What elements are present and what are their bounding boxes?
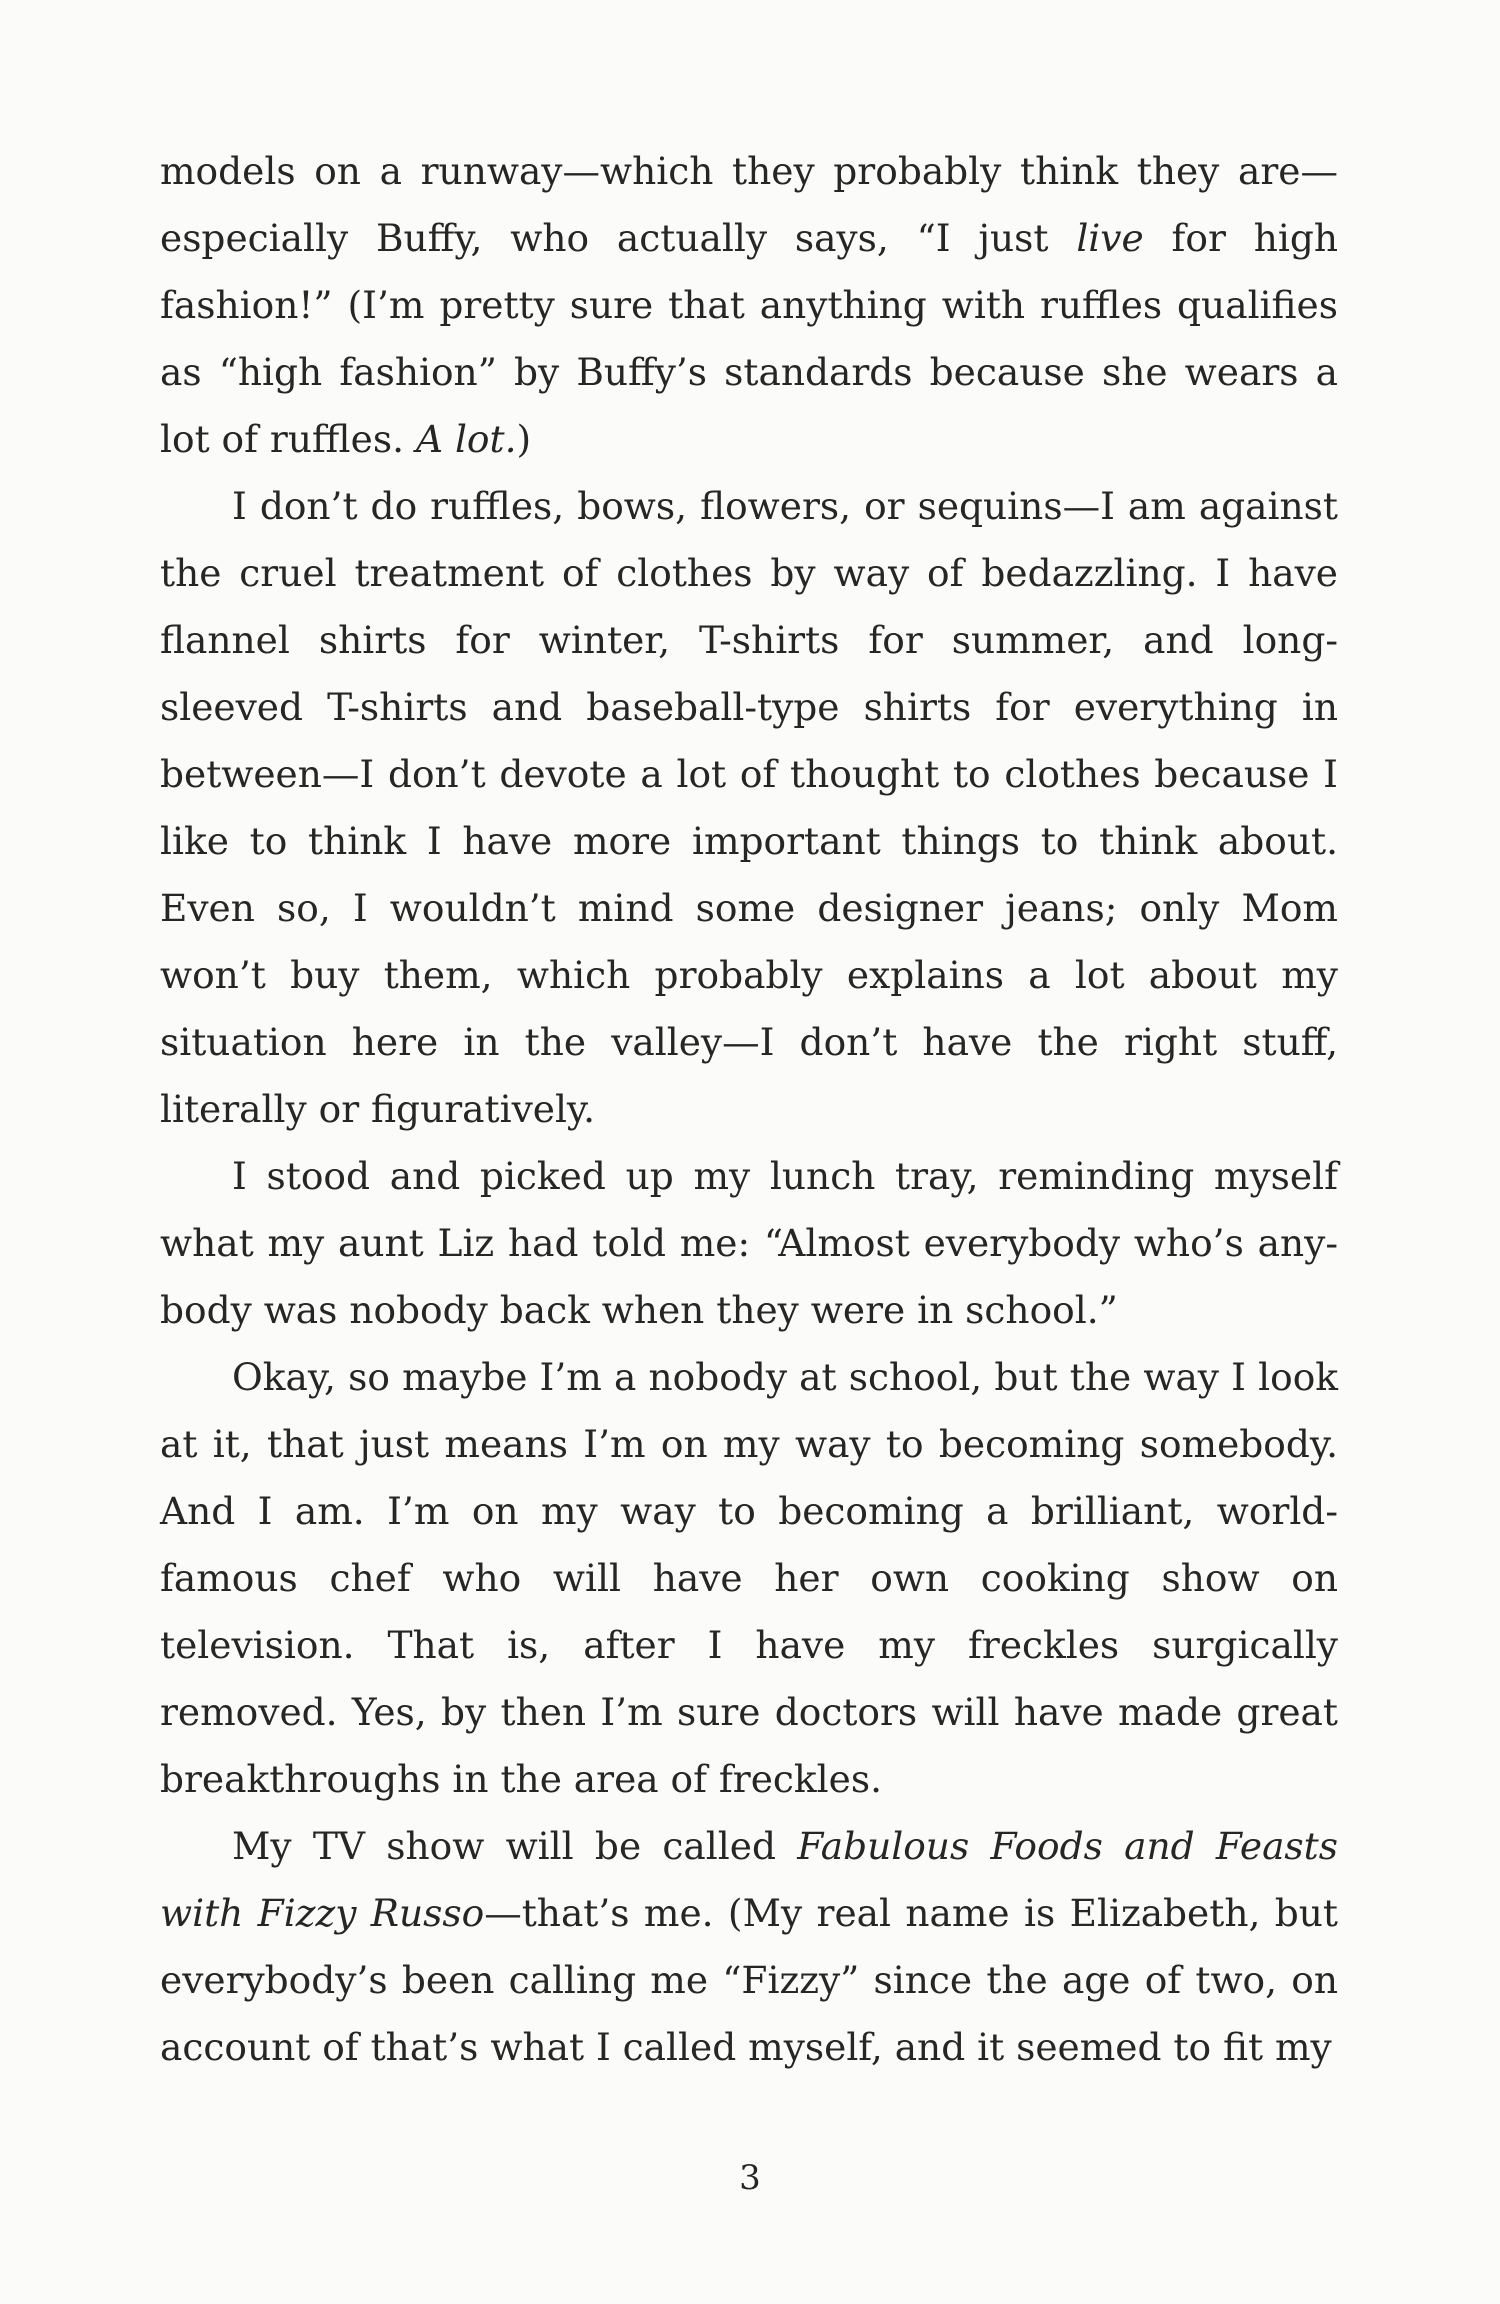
text-span: for high fashion!” (I’m pretty sure that anything with ruffles qualifies as “high fashion” by Buffy’s standards because she wears a lot of ruffles. xyxy=(160,216,1339,461)
text-span: models on a runway—which they probably think they are—especially Buffy, who actually says, “I just xyxy=(160,149,1338,260)
paragraph-3 xyxy=(160,1143,1338,1344)
text-span: My TV show will be called xyxy=(232,1824,798,1868)
text-span: ) xyxy=(516,417,532,461)
paragraph-4 xyxy=(160,1344,1338,1813)
body-text xyxy=(160,138,1338,2081)
italic-span: live xyxy=(1076,216,1144,260)
italic-span: A lot. xyxy=(415,417,517,461)
page-number: 3 xyxy=(739,2158,761,2198)
paragraph-5 xyxy=(160,1813,1338,2081)
text-span: I don’t do ruffles, bows, flowers, or sequins—I am against the cruel treatment of clothes by way of bedazzling. I have flannel shirts for winter, T-shirts for summer, and long-sleeved T-shirts and baseball-type shirts for everything in between—I don’t devote a lot of thought to clothes because I like to think I have more important things to think about. Even so, I wouldn’t mind some designer jeans; only Mom won’t buy them, which probably explains a lot about my situation here in the valley—I don’t have the right stuff, literally or figuratively. xyxy=(160,484,1338,1131)
text-span: Okay, so maybe I’m a nobody at school, but the way I look at it, that just means I’m on my way to becoming somebody. And I am. I’m on my way to becoming a brilliant, world-famous chef who will have her own cooking show on television. That is, after I have my freckles surgically removed. Yes, by then I’m sure doctors will have made great breakthroughs in the area of freckles. xyxy=(160,1355,1338,1801)
paragraph-2 xyxy=(160,473,1338,1143)
text-span: I stood and picked up my lunch tray, reminding myself what my aunt Liz had told me: “Almost everybody who’s anybody was nobody back when they were in school.” xyxy=(160,1154,1338,1332)
italic-span: Fabulous Foods and Feasts with Fizzy Russo xyxy=(160,1824,1338,1935)
text-span: —that’s me. (My real name is Elizabeth, but everybody’s been calling me “Fizzy” since the age of two, on account of that’s what I called myself, and it seemed to fit my xyxy=(160,1891,1338,2069)
paragraph-1 xyxy=(160,138,1338,473)
